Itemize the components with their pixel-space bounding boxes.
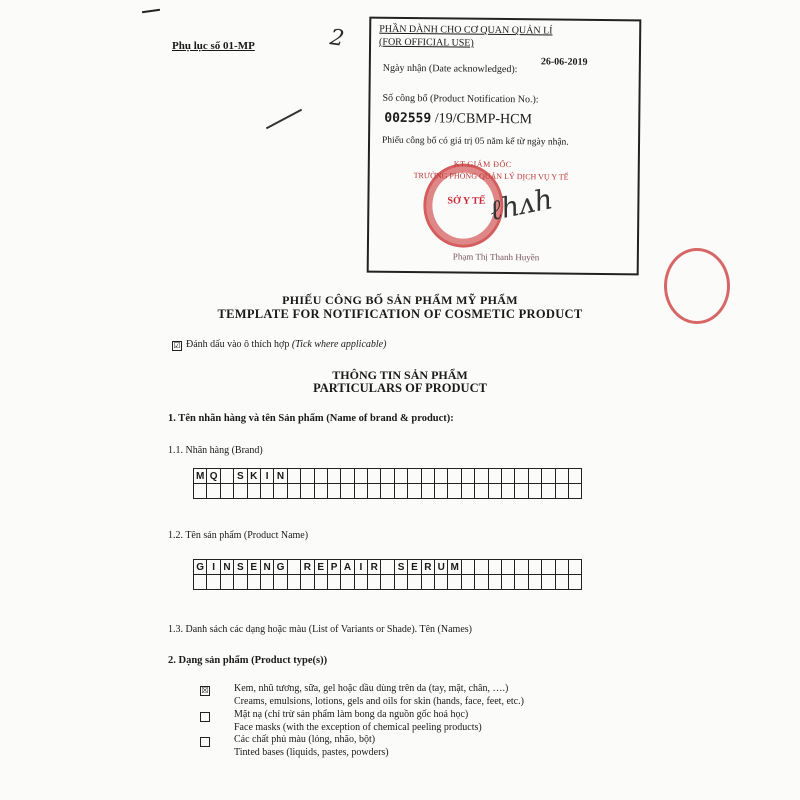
letter-cell [515,469,528,484]
letter-cell [315,484,328,499]
product-name-label: 1.2. Tên sản phẩm (Product Name) [168,530,309,541]
letter-cell [261,575,274,590]
letter-cell [556,575,569,590]
letter-cell [274,575,287,590]
notification-suffix: /19/CBMP-HCM [431,111,533,128]
letter-cell [569,560,582,575]
option-label-vn: Kem, nhũ tương, sữa, gel hoặc dầu dùng trên da (tay, mặt, chân, ….) [234,683,509,694]
option-label-vn: Các chất phủ màu (lỏng, nhão, bột) [234,734,376,745]
letter-cell: I [207,560,220,575]
checkbox-checked-icon: ☑ [173,341,181,350]
date-acknowledged-value: 26-06-2019 [540,56,588,68]
letter-cell [274,484,287,499]
letter-cell [261,484,274,499]
form-title-vn: PHIẾU CÔNG BỐ SẢN PHẨM MỸ PHẨM [282,293,518,307]
letter-cell [556,469,569,484]
letter-cell [529,575,542,590]
letter-cell [221,469,234,484]
letter-cell [462,560,475,575]
letter-cell [542,484,555,499]
letter-cell [422,575,435,590]
letter-cell [462,469,475,484]
letter-cell [381,484,394,499]
letter-cell [395,575,408,590]
tick-note-vn: Đánh dấu vào ô thích hợp [186,339,290,350]
letter-cell [288,575,301,590]
letter-cell [515,484,528,499]
letter-cell [462,484,475,499]
letter-cell [489,575,502,590]
letter-cell [569,484,582,499]
brand-label: 1.1. Nhãn hàng (Brand) [168,445,263,456]
handwritten-number: 2 [328,25,346,52]
letter-cell [422,484,435,499]
letter-cell: G [194,560,207,575]
letter-cell [529,560,542,575]
letter-cell: R [368,560,381,575]
letter-cell [408,469,421,484]
letter-cell [475,469,488,484]
letter-cell [301,469,314,484]
letter-cell: E [248,560,261,575]
letter-cell: R [422,560,435,575]
letter-cell [542,469,555,484]
letter-cell [315,575,328,590]
product-name-letter-grid [193,559,582,590]
letter-cell [435,469,448,484]
letter-cell [301,575,314,590]
letter-cell [288,469,301,484]
letter-cell [355,469,368,484]
letter-cell: I [261,469,274,484]
validity-note: Phiếu công bố có giá trị 05 năm kể từ ngày nhận. [381,135,569,148]
letter-cell [221,484,234,499]
letter-cell [315,469,328,484]
pen-mark [142,9,160,13]
letter-cell [194,575,207,590]
letter-cell: N [274,469,287,484]
particulars-title-vn: THÔNG TIN SẢN PHẨM [332,368,468,382]
letter-cell [341,469,354,484]
checkbox-unchecked[interactable] [200,712,210,722]
letter-cell [207,575,220,590]
letter-cell: G [274,560,287,575]
letter-cell: S [395,560,408,575]
variants-label: 1.3. Danh sách các dạng hoặc màu (List of Variants or Shade). Tên (Names) [168,624,472,635]
letter-cell [556,484,569,499]
letter-cell [355,484,368,499]
letter-cell [234,484,247,499]
section-2-heading: 2. Dạng sản phẩm (Product type(s)) [168,655,328,666]
letter-cell [502,560,515,575]
letter-cell [395,484,408,499]
official-title-en: (FOR OFFICIAL USE) [379,36,474,49]
notification-number-label: Số công bố (Product Notification No.): [382,92,539,106]
letter-cell: N [221,560,234,575]
letter-cell: S [234,560,247,575]
letter-cell [395,469,408,484]
letter-cell [248,484,261,499]
letter-cell [301,484,314,499]
letter-cell [221,575,234,590]
letter-cell [234,575,247,590]
letter-cell [489,469,502,484]
letter-cell [475,484,488,499]
letter-cell [542,575,555,590]
signer-organization: TRƯỞNG PHÒNG QUẢN LÝ DỊCH VỤ Y TẾ [413,171,569,182]
letter-cell [381,469,394,484]
form-title-en: TEMPLATE FOR NOTIFICATION OF COSMETIC PRODUCT [217,307,583,321]
signature-tail-mark [266,109,302,130]
letter-cell: N [261,560,274,575]
letter-cell [328,469,341,484]
letter-cell [328,575,341,590]
notification-number [384,111,532,129]
letter-cell [502,469,515,484]
letter-cell [529,484,542,499]
letter-cell [515,575,528,590]
signer-name: Phạm Thị Thanh Huyền [452,251,540,263]
letter-cell [435,484,448,499]
letter-cell [341,575,354,590]
letter-cell: E [408,560,421,575]
option-label-en: Tinted bases (liquids, pastes, powders) [234,747,389,758]
letter-cell [435,575,448,590]
letter-cell [355,575,368,590]
letter-cell: M [194,469,207,484]
letter-cell [448,575,461,590]
letter-cell: M [448,560,461,575]
letter-cell [448,469,461,484]
appendix-label: Phụ lục số 01-MP [172,40,255,52]
letter-cell [475,575,488,590]
letter-cell [368,484,381,499]
letter-cell [408,484,421,499]
letter-cell [569,575,582,590]
letter-cell: A [341,560,354,575]
notification-code: 002559 [384,110,432,127]
letter-cell [502,484,515,499]
option-label-vn: Mặt nạ (chỉ trừ sản phẩm làm bong da nguồn gốc hoá học) [234,709,469,720]
letter-cell [556,560,569,575]
section-1-heading: 1. Tên nhãn hàng và tên Sản phẩm (Name of brand & product): [168,413,454,424]
checkbox-checked[interactable]: ☒ [201,686,209,695]
letter-cell: E [315,560,328,575]
letter-cell: R [301,560,314,575]
letter-cell: U [435,560,448,575]
letter-cell [569,469,582,484]
letter-cell [368,469,381,484]
letter-cell [341,484,354,499]
option-label-en: Face masks (with the exception of chemical peeling products) [234,722,482,733]
date-acknowledged-label: Ngày nhận (Date acknowledged): [382,62,518,76]
letter-cell [328,484,341,499]
letter-cell [422,469,435,484]
letter-cell [515,560,528,575]
brand-letter-grid [193,468,582,499]
letter-cell: K [248,469,261,484]
letter-cell [381,575,394,590]
letter-cell [489,560,502,575]
tick-instruction [172,339,386,350]
letter-cell: S [234,469,247,484]
checkbox-unchecked[interactable] [200,737,210,747]
letter-cell [529,469,542,484]
letter-cell: I [355,560,368,575]
letter-cell: Q [207,469,220,484]
letter-cell [207,484,220,499]
official-use-box [367,17,642,276]
signer-title: KT.GIÁM ĐỐC [453,159,512,170]
official-title-vn: PHẦN DÀNH CHO CƠ QUAN QUẢN LÍ [379,23,553,37]
letter-cell: P [328,560,341,575]
tick-note-en: (Tick where applicable) [291,339,387,350]
letter-cell [288,560,301,575]
letter-cell [368,575,381,590]
option-label-en: Creams, emulsions, lotions, gels and oils for skin (hands, face, feet, etc.) [234,696,524,707]
stamp-text: SỞ Y TẾ [447,195,486,207]
letter-cell [462,575,475,590]
official-box-title [379,23,553,51]
letter-cell [408,575,421,590]
letter-cell [248,575,261,590]
letter-cell [194,484,207,499]
handwritten-signature: ℓhᴧh [486,182,556,228]
letter-cell [381,560,394,575]
letter-cell [542,560,555,575]
letter-cell [475,560,488,575]
letter-cell [502,575,515,590]
particulars-title-en: PARTICULARS OF PRODUCT [313,381,487,395]
letter-cell [489,484,502,499]
letter-cell [448,484,461,499]
letter-cell [288,484,301,499]
